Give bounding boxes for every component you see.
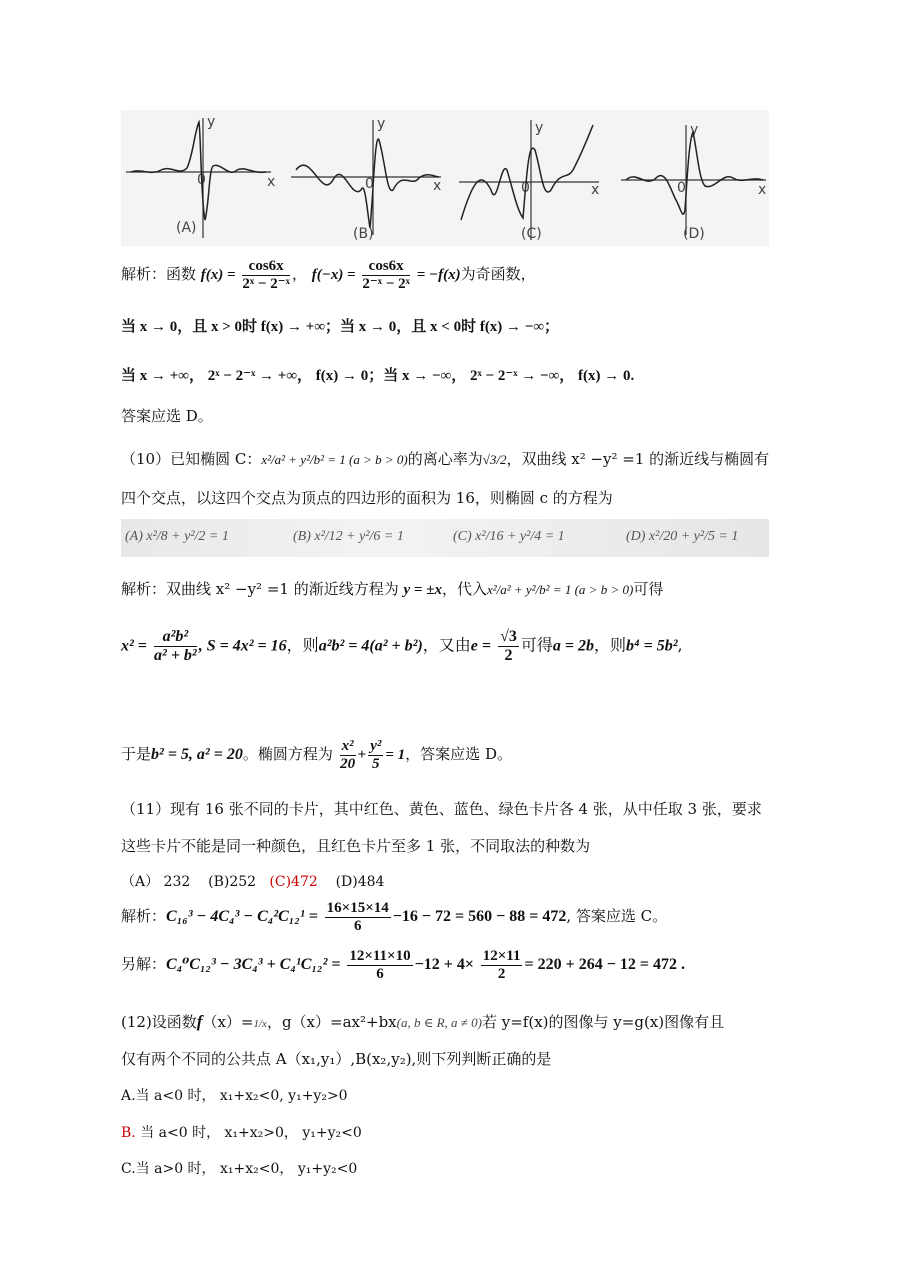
q10-stem-line2: 四个交点，以这四个交点为顶点的四边形的面积为 16，则椭圆 c 的方程为 <box>121 489 613 507</box>
q10-option-d: (D) x²/20 + y²/5 = 1 <box>626 529 739 544</box>
q9-fraction-2: $\frac{\cos 6x}{\text{2⁻ˣ − 2ˣ}}$ <box>362 258 410 292</box>
q9-fraction-1: $\frac{\cos 6x}{\text{2ˣ − 2⁻ˣ}}$ <box>242 258 290 292</box>
q10-option-a: (A) x²/8 + y²/2 = 1 <box>125 529 229 544</box>
svg-text:0: 0 <box>365 176 374 192</box>
q10-option-b: (B) x²/12 + y²/6 = 1 <box>293 529 404 544</box>
q11-option-c: (C)472 <box>269 874 318 890</box>
svg-text:y: y <box>207 114 216 130</box>
graph-a-label: (A) <box>176 220 197 236</box>
q9-analysis-line1: 解析：函数 f(x) = $\frac{\cos 6x}{\text{2ˣ − 2⁻ˣ}}$ ， f(−x) = $\frac{\cos 6x}{\text{2⁻ˣ − 2ˣ}}$ = −f(x)为奇函数， <box>121 258 536 292</box>
svg-text:0: 0 <box>197 172 206 188</box>
q12-option-a: A.当 a<0 时， x₁+x₂<0, y₁+y₂>0 <box>121 1088 348 1104</box>
q11-fraction-1: $\frac{16\times 15\times 14}{6}$ <box>326 900 389 934</box>
q11-fraction-3: $\frac{12\times 11}{2}$ <box>482 948 521 982</box>
svg-text:x: x <box>758 182 767 198</box>
q11-analysis: 解析：C₁₆³ − 4C₄³ − C₄²C₁₂¹ = $\frac{16\times 15\times 14}{6}$ −16 − 72 = 560 − 88 = 472, 答案应选 C。 <box>121 900 668 934</box>
q10-analysis-line3: 于是b² = 5, a² = 20。椭圆方程为 $\frac{\text{x²}}{20}$ + $\frac{\text{y²}}{5}$ = 1，答案应选 D。 <box>121 738 512 772</box>
q10-analysis-line1: 解析：双曲线 x² −y² =1 的渐近线方程为 y = ±x，代入x²/a² + y²/b² = 1 (a > b > 0)可得 <box>121 580 664 598</box>
svg-text:x: x <box>267 174 276 190</box>
q11-alt-analysis: 另解：C₄⁰C₁₂³ − 3C₄³ + C₄¹C₁₂² = $\frac{12\times 11\times 10}{6}$ −12 + 4× $\frac{12\times 11}{2}$ = 220 + 264 − 12 = 472 . <box>121 948 685 982</box>
q12-stem-line2: 仅有两个不同的公共点 A（x₁,y₁）,B(x₂,y₂),则下列判断正确的是 <box>121 1050 552 1068</box>
svg-text:y: y <box>535 120 544 136</box>
graph-c-label: (C) <box>521 226 542 242</box>
svg-text:0: 0 <box>677 180 686 196</box>
q10-options <box>121 519 769 557</box>
q12-option-b: B. 当 a<0 时， x₁+x₂>0， y₁+y₂<0 <box>121 1125 362 1141</box>
q10-stem-line1: （10）已知椭圆 C：x²/a² + y²/b² = 1 (a > b > 0)的离心率为√3/2，双曲线 x² −y² =1 的渐近线与椭圆有 <box>121 450 770 468</box>
q12-stem-line1: (12)设函数f（x）=1/x，g（x）=ax²+bx(a, b ∈ R, a ≠ 0)若 y=f(x)的图像与 y=g(x)图像有且 <box>121 1012 725 1031</box>
function-graphs <box>121 110 769 246</box>
graph-d-label: (D) <box>683 226 705 242</box>
q11-fraction-2: $\frac{12\times 11\times 10}{6}$ <box>349 948 411 982</box>
q11-options <box>121 871 384 891</box>
svg-text:0: 0 <box>521 180 530 196</box>
q10-fraction-x20: $\frac{\text{x²}}{20}$ <box>340 738 356 772</box>
q11-option-a: （A） 232 <box>121 874 191 890</box>
svg-text:y: y <box>377 116 386 132</box>
q11-stem-line2: 这些卡片不能是同一种颜色，且红色卡片至多 1 张，不同取法的种数为 <box>121 837 591 855</box>
q9-analysis-line3: 当 x → +∞， 2ˣ − 2⁻ˣ → +∞， f(x) → 0；当 x → −∞， 2ˣ − 2⁻ˣ → −∞， f(x) → 0. <box>121 368 635 384</box>
q11-option-b: (B)252 <box>208 874 257 890</box>
graph-b-label: (B) <box>353 226 374 242</box>
svg-text:x: x <box>591 182 600 198</box>
q10-fraction-e: $\frac{√3}{2}$ <box>500 628 517 664</box>
q11-stem-line1: （11）现有 16 张不同的卡片，其中红色、黄色、蓝色、绿色卡片各 4 张，从中任取 3 张，要求 <box>121 800 762 818</box>
svg-text:x: x <box>433 178 442 194</box>
q12-option-c: C.当 a>0 时， x₁+x₂<0， y₁+y₂<0 <box>121 1161 358 1177</box>
q11-option-d: (D)484 <box>335 874 385 890</box>
q10-fraction-y5: $\frac{\text{y²}}{5}$ <box>370 738 382 772</box>
q10-fraction-x2: $\frac{\text{a²b²}}{\text{a² + b²}}$ <box>154 628 197 664</box>
q10-analysis-line2: x² = $\frac{\text{a²b²}}{\text{a² + b²}}$ , S = 4x² = 16，则a²b² = 4(a² + b²)，又由e = $\frac{√3}{2}$ 可得a = 2b，则b⁴ = 5b², <box>121 628 683 664</box>
q9-analysis-line2: 当 x → 0，且 x > 0时 f(x) → +∞；当 x → 0，且 x < 0时 f(x) → −∞； <box>121 319 560 335</box>
q10-option-c: (C) x²/16 + y²/4 = 1 <box>453 529 565 544</box>
q9-answer: 答案应选 D。 <box>121 407 213 425</box>
svg-text:y: y <box>690 122 699 138</box>
